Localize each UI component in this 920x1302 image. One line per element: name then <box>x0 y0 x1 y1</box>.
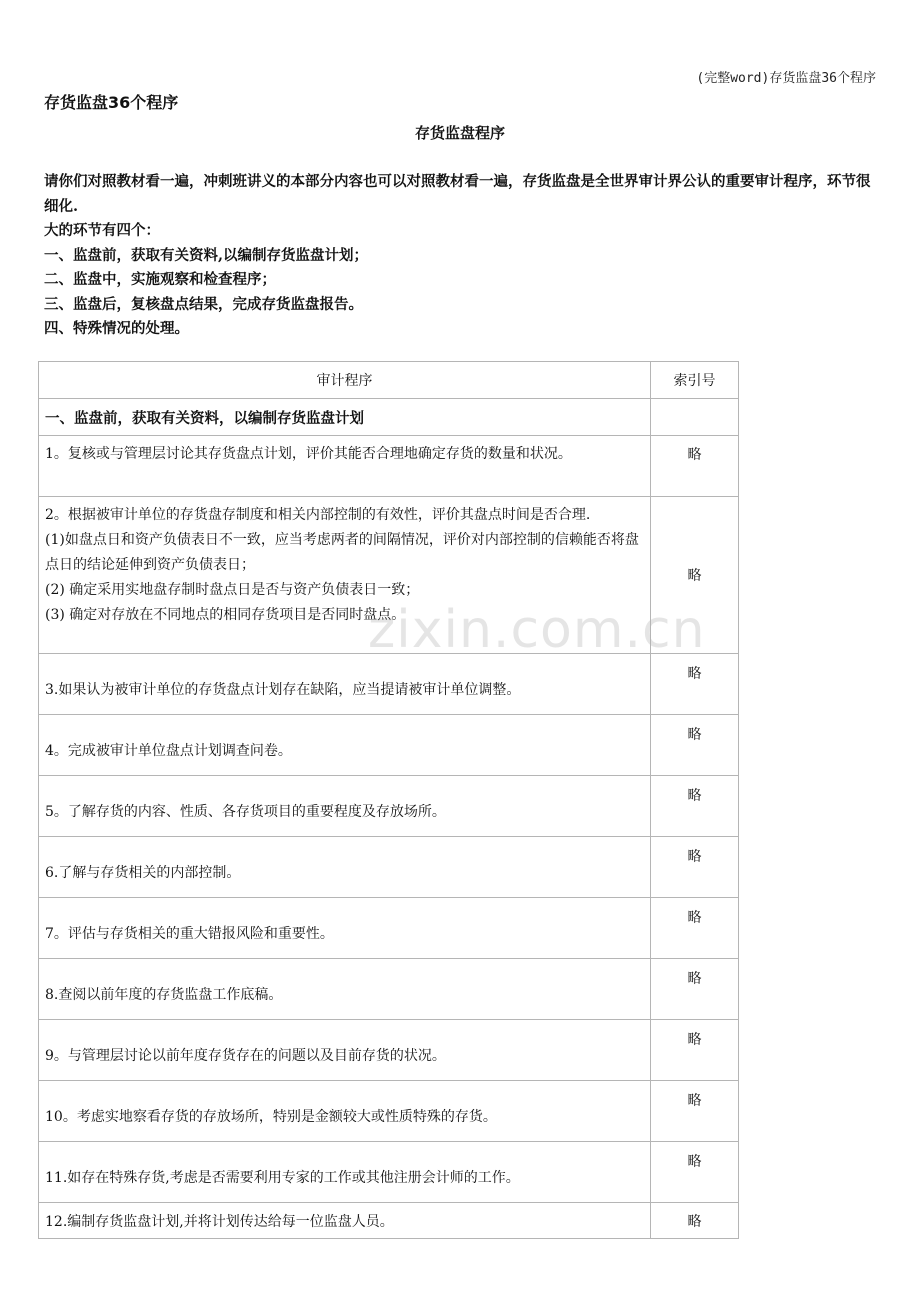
procedure-text: 1。复核或与管理层讨论其存货盘点计划，评价其能否合理地确定存货的数量和状况。 <box>45 446 572 462</box>
section-index-cell <box>650 399 738 436</box>
table-row <box>39 654 739 715</box>
index-value: 略 <box>687 1154 702 1170</box>
index-value: 略 <box>687 849 702 865</box>
procedure-subitem: (3) 确定对存放在不同地点的相同存货项目是否同时盘点。 <box>45 607 406 623</box>
index-value: 略 <box>687 910 702 926</box>
procedure-text: 2。根据被审计单位的存货盘存制度和相关内部控制的有效性，评价其盘点时间是否合理. <box>45 507 591 523</box>
table-row <box>39 436 739 497</box>
table-row <box>39 776 739 837</box>
table-row <box>39 837 739 898</box>
header-file-label: (完整word)存货监盘36个程序 <box>696 71 876 86</box>
header-index: 索引号 <box>650 362 738 399</box>
section-title: 存货监盘程序 <box>414 124 505 142</box>
table-row <box>39 959 739 1020</box>
table-row <box>39 497 739 654</box>
index-value: 略 <box>687 788 702 804</box>
index-value: 略 <box>687 568 702 584</box>
index-value: 略 <box>687 666 702 682</box>
table-row <box>39 898 739 959</box>
table-row <box>39 1142 739 1203</box>
procedure-text: 9。与管理层讨论以前年度存货存在的问题以及目前存货的状况。 <box>45 1048 446 1064</box>
table-row <box>39 1020 739 1081</box>
procedure-text: 11.如存在特殊存货,考虑是否需要利用专家的工作或其他注册会计师的工作。 <box>45 1170 520 1186</box>
header-procedure: 审计程序 <box>39 362 651 399</box>
intro-text <box>44 170 880 342</box>
index-value: 略 <box>687 1032 702 1048</box>
table-header-row <box>39 362 739 399</box>
procedure-text: 10。考虑实地察看存货的存放场所，特别是金额较大或性质特殊的存货。 <box>45 1109 497 1125</box>
document-title: 存货监盘36个程序 <box>44 93 179 112</box>
intro-line: 二、监盘中，实施观察和检查程序； <box>44 271 276 288</box>
procedure-text: 6.了解与存货相关的内部控制。 <box>45 865 241 881</box>
index-value: 略 <box>687 447 702 463</box>
table-section-row <box>39 399 739 436</box>
table-row <box>39 715 739 776</box>
section-heading: 一、监盘前，获取有关资料，以编制存货监盘计划 <box>39 399 651 436</box>
index-value: 略 <box>687 1213 702 1230</box>
intro-paragraph: 请你们对照教材看一遍，冲刺班讲义的本部分内容也可以对照教材看一遍，存货监盘是全世界审计界公认的重要审计程序，环节很细化. <box>44 173 871 215</box>
procedure-subitem: (1)如盘点日和资产负债表日不一致，应当考虑两者的间隔情况，评价对内部控制的信赖能否将盘点日的结论延伸到资产负债表日； <box>45 532 639 573</box>
procedure-text: 12.编制存货监盘计划,并将计划传达给每一位监盘人员。 <box>45 1213 394 1230</box>
table-row <box>39 1081 739 1142</box>
procedure-text: 3.如果认为被审计单位的存货盘点计划存在缺陷，应当提请被审计单位调整。 <box>45 682 521 698</box>
intro-line: 大的环节有四个： <box>44 222 160 239</box>
index-value: 略 <box>687 727 702 743</box>
procedure-text: 8.查阅以前年度的存货监盘工作底稿。 <box>45 987 283 1003</box>
audit-procedure-table <box>38 361 739 1239</box>
index-value: 略 <box>687 971 702 987</box>
procedure-subitem: (2) 确定采用实地盘存制时盘点日是否与资产负债表日一致； <box>45 582 420 598</box>
procedure-text: 4。完成被审计单位盘点计划调查问卷。 <box>45 743 292 759</box>
procedure-text: 5。了解存货的内容、性质、各存货项目的重要程度及存放场所。 <box>45 804 446 820</box>
procedure-text: 7。评估与存货相关的重大错报风险和重要性。 <box>45 926 334 942</box>
intro-line: 一、监盘前，获取有关资料,以编制存货监盘计划； <box>44 246 369 264</box>
index-value: 略 <box>687 1093 702 1109</box>
watermark: zixin.com.cn <box>368 600 706 660</box>
procedure-text-block <box>39 497 650 632</box>
intro-line: 三、监盘后，复核盘点结果，完成存货监盘报告。 <box>44 295 363 313</box>
table-row <box>39 1203 739 1239</box>
intro-line: 四、特殊情况的处理。 <box>44 320 189 337</box>
